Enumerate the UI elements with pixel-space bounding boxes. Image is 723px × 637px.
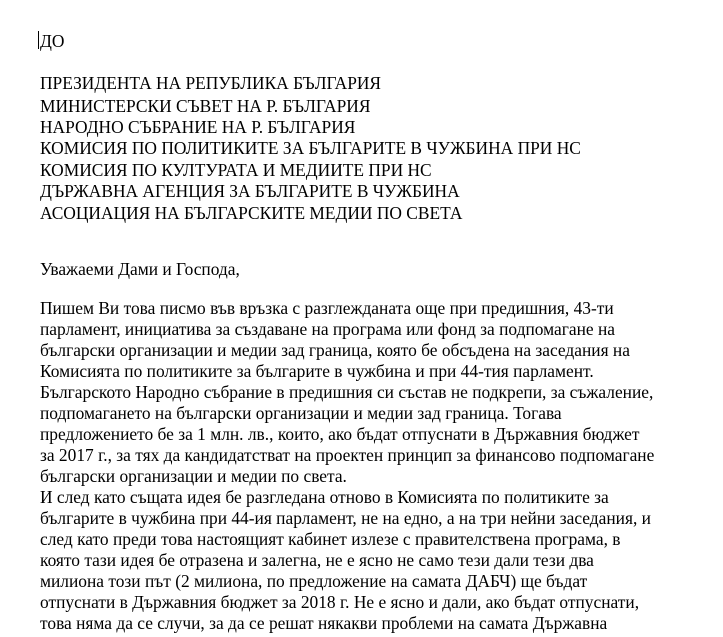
- body-line: отпуснати в Държавния бюджет за 2018 г. Не е ясно и дали, ако бъдат отпуснати,: [40, 592, 640, 612]
- recipient-line: МИНИСТЕРСКИ СЪВЕТ НА Р. БЪЛГАРИЯ: [40, 96, 371, 116]
- recipient-line: КОМИСИЯ ПО ПОЛИТИКИТЕ ЗА БЪЛГАРИТЕ В ЧУЖБИНА ПРИ НС: [40, 138, 581, 158]
- recipient-line: АСОЦИАЦИЯ НА БЪЛГАРСКИТЕ МЕДИИ ПО СВЕТА: [40, 203, 463, 223]
- body-line: Комисията по политиките за българите в чужбина и при 44-тия парламент.: [40, 361, 594, 381]
- addressee-label: ДО: [40, 31, 65, 51]
- body-line: българите в чужбина при 44-ия парламент, не на едно, а на три нейни заседания, и: [40, 508, 651, 528]
- body-line: български организации и медии по света.: [40, 466, 347, 486]
- recipient-line: НАРОДНО СЪБРАНИЕ НА Р. БЪЛГАРИЯ: [40, 117, 356, 137]
- body-line: милиона този път (2 милиона, по предложение на самата ДАБЧ) ще бъдат: [40, 571, 588, 591]
- body-line: парламент, инициатива за създаване на програма или фонд за подпомагане на: [40, 319, 615, 339]
- body-line: Българското Народно събрание в предишния си състав не подкрепи, за съжаление,: [40, 382, 654, 402]
- body-line: която тази идея бе отразена и залегна, не е ясно не само тези дали тези два: [40, 550, 594, 570]
- body-line: предложението бе за 1 млн. лв., които, ако бъдат отпуснати в Държавния бюджет: [40, 424, 640, 444]
- text-cursor: [38, 31, 39, 49]
- body-line: за 2017 г., за тях да кандидатстват на проектен принцип за финансово подпомагане: [40, 445, 655, 465]
- body-line: това няма да се случи, за да се решат някакви проблеми на самата Държавна: [40, 613, 608, 633]
- salutation: Уважаеми Дами и Господа,: [40, 259, 240, 279]
- body-line: подпомагането на български организации и медии зад граница. Тогава: [40, 403, 562, 423]
- body-line: след като преди това настоящият кабинет излезе с правителствена програма, в: [40, 529, 621, 549]
- body-line: И след като същата идея бе разгледана отново в Комисията по политиките за: [40, 487, 609, 507]
- recipient-line: ДЪРЖАВНА АГЕНЦИЯ ЗА БЪЛГАРИТЕ В ЧУЖБИНА: [40, 181, 460, 201]
- recipient-line: КОМИСИЯ ПО КУЛТУРАТА И МЕДИИТЕ ПРИ НС: [40, 160, 432, 180]
- body-line: български организации и медии зад граница, която бе обсъдена на заседания на: [40, 340, 630, 360]
- body-line: Пишем Ви това писмо във връзка с разглежданата още при предишния, 43-ти: [40, 298, 614, 318]
- recipient-line: ПРЕЗИДЕНТА НА РЕПУБЛИКА БЪЛГАРИЯ: [40, 73, 382, 93]
